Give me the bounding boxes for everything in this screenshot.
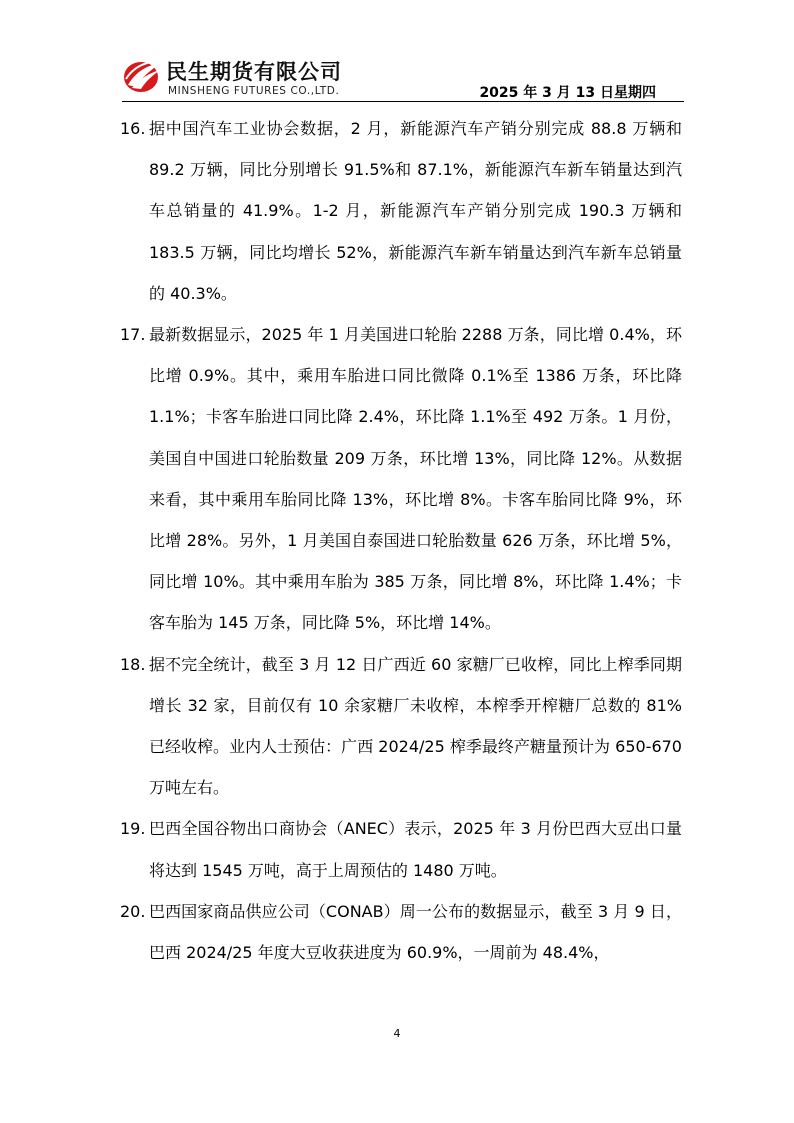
- news-list: [120, 108, 682, 973]
- item-text: 据中国汽车工业协会数据，2 月，新能源汽车产销分别完成 88.8 万辆和 89.2 万辆，同比分别增长 91.5%和 87.1%，新能源汽车新车销量达到汽车总销量的 41.9%。1-2 月，新能源汽车产销分别完成 190.3 万辆和 183.5 万辆，同比均增长 52%，新能源汽车新车销量达到汽车新车总销量的 40.3%。: [149, 119, 682, 303]
- item-text: 最新数据显示，2025 年 1 月美国进口轮胎 2288 万条，同比增 0.4%，环比增 0.9%。其中，乘用车胎进口同比微降 0.1%至 1386 万条，环比降 1.1%；卡客车胎进口同比降 2.4%，环比降 1.1%至 492 万条。1 月份，美国自中国进口轮胎数量 209 万条，环比增 13%，同比降 12%。从数据来看，其中乘用车胎同比降 13%，环比增 8%。卡客车胎同比降 9%，环比增 28%。另外，1 月美国自泰国进口轮胎数量 626 万条，环比增 5%，同比增 10%。其中乘用车胎为 385 万条，同比增 8%，环比降 1.4%；卡客车胎为 145 万条，同比降 5%，环比增 14%。: [149, 325, 682, 633]
- item-number: 20.: [120, 901, 146, 921]
- company-name-cn: 民生期货有限公司: [166, 60, 342, 84]
- news-item-20: [120, 891, 682, 973]
- report-date: 2025 年 3 月 13 日星期四: [479, 85, 656, 101]
- item-text: 巴西全国谷物出口商协会（ANEC）表示，2025 年 3 月份巴西大豆出口量将达到 1545 万吨，高于上周预估的 1480 万吨。: [149, 819, 682, 880]
- minsheng-logo-icon: [122, 57, 162, 95]
- news-item-17: [120, 314, 682, 644]
- page-header: [122, 52, 684, 102]
- item-number: 18.: [120, 654, 146, 674]
- item-number: 19.: [120, 819, 146, 839]
- item-number: 17.: [120, 325, 146, 345]
- news-item-18: [120, 644, 682, 809]
- news-item-19: [120, 808, 682, 890]
- item-text: 据不完全统计，截至 3 月 12 日广西近 60 家糖厂已收榨，同比上榨季同期增长 32 家，目前仅有 10 余家糖厂未收榨，本榨季开榨糖厂总数的 81%已经收榨。业内人士预估：广西 2024/25 榨季最终产糖量预计为 650-670 万吨左右。: [149, 654, 682, 798]
- news-item-16: [120, 108, 682, 314]
- item-text: 巴西国家商品供应公司（CONAB）周一公布的数据显示，截至 3 月 9 日，巴西 2024/25 年度大豆收获进度为 60.9%，一周前为 48.4%，: [149, 901, 682, 963]
- company-name-en: MINSHENG FUTURES CO.,LTD.: [168, 85, 340, 97]
- header-divider: [122, 101, 684, 102]
- page-number: 4: [393, 1027, 401, 1040]
- item-number: 16.: [120, 119, 146, 138]
